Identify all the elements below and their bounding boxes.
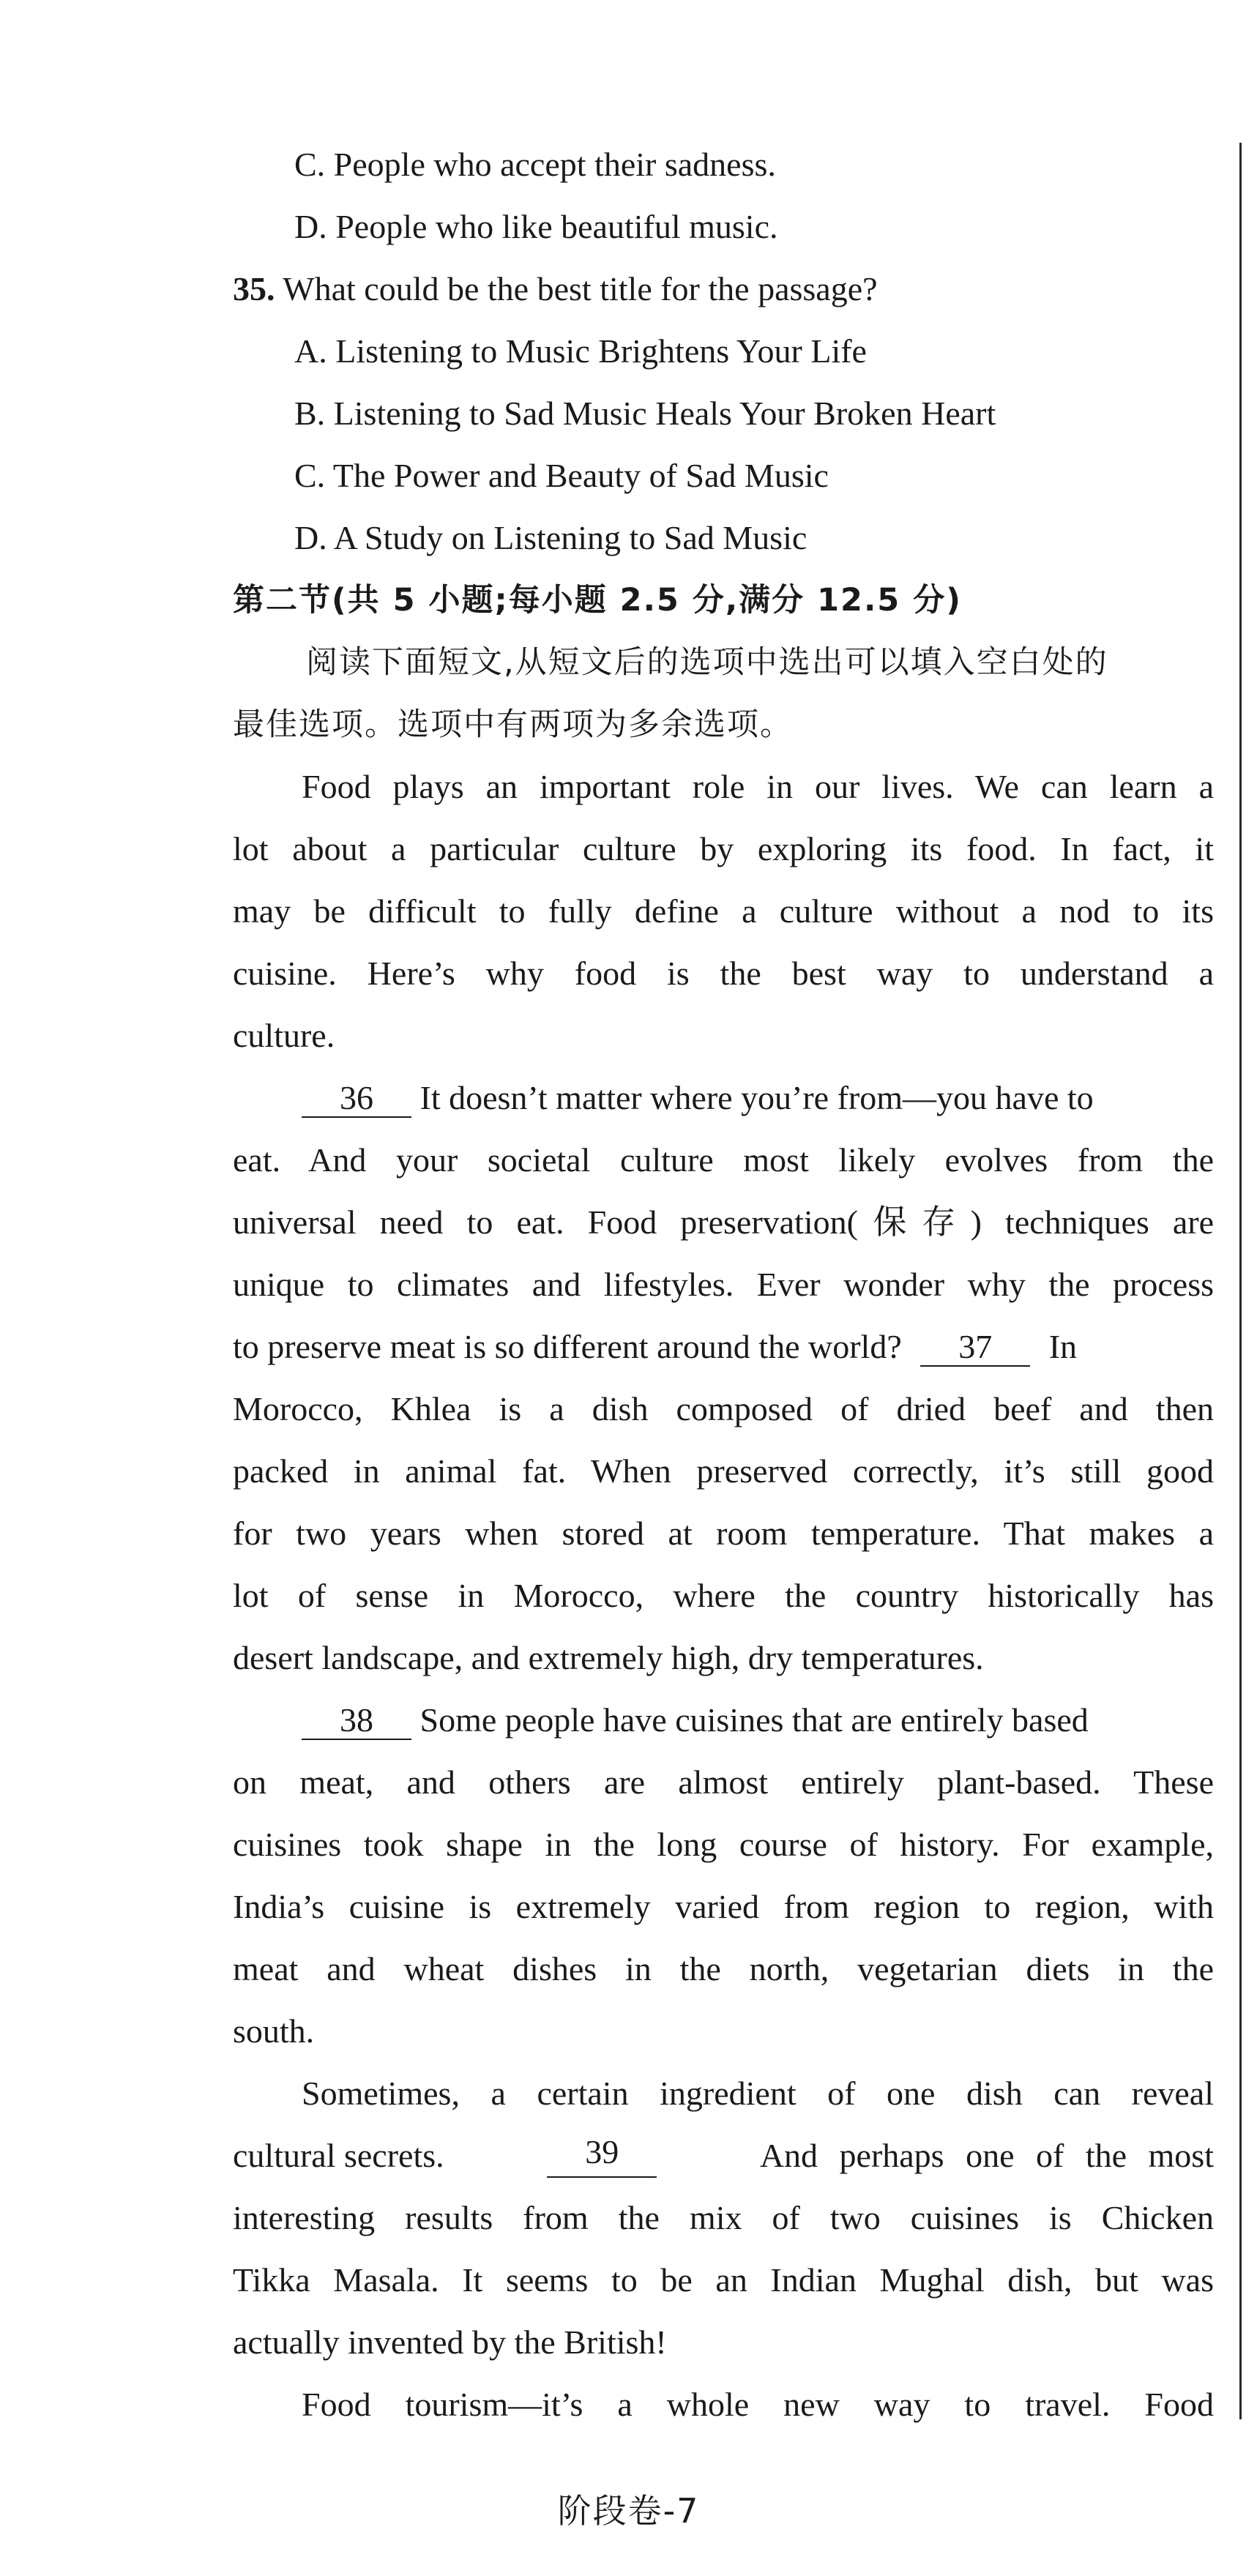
passage-line: south.: [233, 2012, 315, 2050]
passage-line: interesting results from the mix of two cuisines is Chicken: [233, 2199, 1214, 2236]
option-b: B. Listening to Sad Music Heals Your Broken Heart: [294, 395, 996, 432]
passage-text: cultural secrets.: [233, 2137, 444, 2174]
passage-line: Food plays an important role in our lives. We can learn a: [302, 768, 1214, 805]
passage-line: Sometimes, a certain ingredient of one dish can reveal: [302, 2075, 1214, 2112]
passage-line: lot about a particular culture by exploring its food. In fact, it: [233, 830, 1214, 867]
passage-line: lot of sense in Morocco, where the country historically has: [233, 1577, 1214, 1614]
instruction-line-1: 阅读下面短文,从短文后的选项中选出可以填入空白处的: [306, 644, 1108, 681]
passage-line: Tikka Masala. It seems to be an Indian Mughal dish, but was: [233, 2261, 1214, 2299]
option-d: D. A Study on Listening to Sad Music: [294, 519, 807, 556]
page-footer: 阶段卷-7: [557, 2491, 700, 2531]
option-a: A. Listening to Music Brightens Your Life: [294, 332, 867, 370]
passage-text: In: [1048, 1328, 1078, 1365]
passage-text: to preserve meat is so different around the world?: [233, 1328, 902, 1365]
passage-line: [233, 2134, 1214, 2178]
passage-line: universal need to eat. Food preservation(保存) techniques are: [233, 1203, 1214, 1241]
passage-line: for two years when stored at room temperature. That makes a: [233, 1515, 1214, 1552]
question-text: What could be the best title for the passage?: [283, 270, 878, 307]
blank-39[interactable]: 39: [547, 2134, 657, 2178]
passage-line: eat. And your societal culture most likely evolves from the: [233, 1141, 1214, 1179]
passage-line: [233, 1325, 1214, 1369]
passage-line: desert landscape, and extremely high, dry temperatures.: [233, 1639, 984, 1676]
passage-line: Food tourism—it’s a whole new way to travel. Food: [302, 2386, 1214, 2423]
passage-line: packed in animal fat. When preserved correctly, it’s still good: [233, 1452, 1214, 1490]
passage-line: India’s cuisine is extremely varied from region to region, with: [233, 1888, 1214, 1925]
passage-text: Some people have cuisines that are entirely based: [419, 1701, 1089, 1739]
passage-line: meat and wheat dishes in the north, vegetarian diets in the: [233, 1950, 1214, 1987]
option-d-prev: D. People who like beautiful music.: [294, 208, 778, 245]
passage-line: unique to climates and lifestyles. Ever wonder why the process: [233, 1266, 1214, 1303]
blank-37[interactable]: 37: [920, 1329, 1030, 1367]
question-number: 35.: [233, 270, 275, 307]
passage-line: actually invented by the British!: [233, 2323, 667, 2361]
passage-line: [302, 1698, 1214, 1742]
blank-36[interactable]: 36: [302, 1080, 411, 1118]
instruction-line-2: 最佳选项。选项中有两项为多余选项。: [233, 706, 793, 743]
passage-text: It doesn’t matter where you’re from—you have to: [419, 1079, 1094, 1116]
passage-line: may be difficult to fully define a culture without a nod to its: [233, 892, 1214, 930]
option-c-prev: C. People who accept their sadness.: [294, 146, 776, 183]
passage-line: cuisines took shape in the long course of history. For example,: [233, 1826, 1214, 1863]
passage-line: Morocco, Khlea is a dish composed of dried beef and then: [233, 1390, 1214, 1427]
blank-38[interactable]: 38: [302, 1702, 411, 1740]
question-35: [233, 267, 1214, 311]
passage-line: culture.: [233, 1017, 335, 1054]
passage-line: cuisine. Here’s why food is the best way to understand a: [233, 955, 1214, 992]
passage-line: [302, 1076, 1214, 1120]
section-title: 第二节(共 5 小题;每小题 2.5 分,满分 12.5 分): [233, 582, 962, 619]
passage-text: And perhaps one of the most: [759, 2137, 1214, 2174]
passage-line: on meat, and others are almost entirely plant-based. These: [233, 1763, 1214, 1801]
option-c: C. The Power and Beauty of Sad Music: [294, 457, 829, 494]
